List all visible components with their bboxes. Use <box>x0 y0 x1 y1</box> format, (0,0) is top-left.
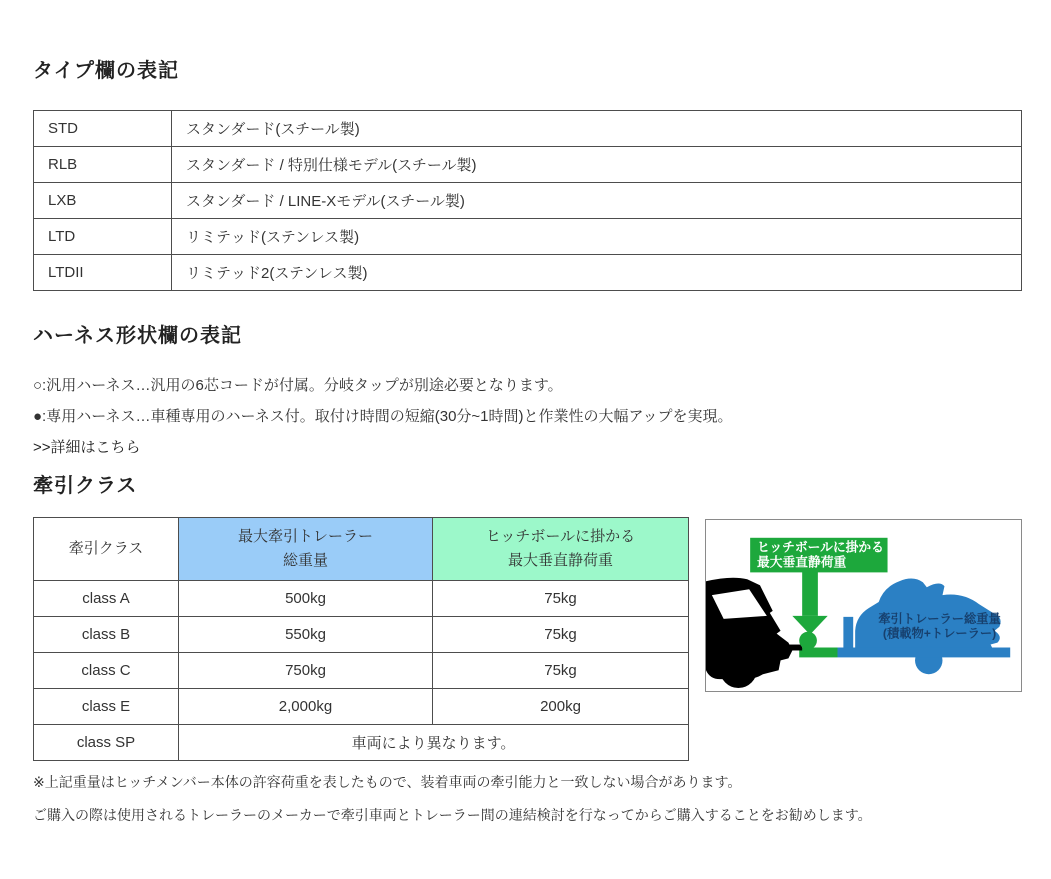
table-row <box>34 111 1022 147</box>
note-line1: ※上記重量はヒッチメンバー本体の許容荷重を表したもので、装着車両の牽引能力と一致しない場合があります。 <box>33 774 742 790</box>
type-code: RLB <box>34 147 172 183</box>
table-row <box>34 617 689 653</box>
harness-generic-line: ○:汎用ハーネス…汎用の6芯コードが付属。分岐タップが別途必要となります。 <box>33 377 563 394</box>
towing-section-heading: 牽引クラス <box>33 475 138 497</box>
table-row <box>34 653 689 689</box>
type-desc: リミテッド2(ステンレス製) <box>172 255 1022 291</box>
arrow-stem <box>802 569 818 615</box>
towing-diagram-svg <box>706 520 1021 691</box>
table-row <box>34 689 689 725</box>
table-row <box>34 255 1022 291</box>
header-vert-line1: ヒッチボールに掛かる <box>485 528 636 545</box>
harness-section-heading: ハーネス形状欄の表記 <box>33 325 242 347</box>
table-row <box>34 147 1022 183</box>
table-row <box>34 183 1022 219</box>
table-row <box>34 581 689 617</box>
header-vertical-load <box>433 518 689 581</box>
hitch-receiver <box>783 645 803 651</box>
trailer-bar <box>837 648 1010 658</box>
header-vert-line2: 最大垂直静荷重 <box>507 552 613 569</box>
towing-illustration <box>705 519 1022 692</box>
class-cell: class E <box>34 689 179 725</box>
header-gross-line1: 最大牽引トレーラー <box>237 528 373 545</box>
type-code: LTD <box>34 219 172 255</box>
header-class: 牽引クラス <box>34 518 179 581</box>
car-wheel <box>720 650 757 688</box>
vert-cell: 75kg <box>433 617 689 653</box>
header-gross-line2: 総重量 <box>282 552 328 569</box>
gross-cell: 750kg <box>179 653 433 689</box>
gross-cell: 2,000kg <box>179 689 433 725</box>
table-row <box>34 219 1022 255</box>
gross-cell: 500kg <box>179 581 433 617</box>
table-row <box>34 725 689 761</box>
type-desc: スタンダード(スチール製) <box>172 111 1022 147</box>
type-desc: スタンダード / LINE-Xモデル(スチール製) <box>172 183 1022 219</box>
type-table <box>33 110 1022 291</box>
type-desc: リミテッド(ステンレス製) <box>172 219 1022 255</box>
hitch-label-line1: ヒッチボールに掛かる <box>757 539 884 555</box>
towing-class-table <box>33 517 689 761</box>
arrow-head <box>792 616 827 635</box>
trailer-label-line1: 牽引トレーラー総重量 <box>878 611 1001 626</box>
detail-link[interactable]: >>詳細はこちら <box>33 439 141 456</box>
harness-dedicated-line: ●:専用ハーネス…車種専用のハーネス付。取付け時間の短縮(30分~1時間)と作業性の大幅アップを実現。 <box>33 408 733 425</box>
class-cell: class A <box>34 581 179 617</box>
class-cell: class B <box>34 617 179 653</box>
trailer-label-line2: (積載物+トレーラー) <box>882 626 997 641</box>
type-code: LXB <box>34 183 172 219</box>
vert-cell: 200kg <box>433 689 689 725</box>
vert-cell: 75kg <box>433 581 689 617</box>
type-section-heading: タイプ欄の表記 <box>33 60 179 82</box>
class-cell: class C <box>34 653 179 689</box>
note-line2: ご購入の際は使用されるトレーラーのメーカーで牽引車両とトレーラー間の連結検討を行なってからご購入することをお勧めします。 <box>33 807 872 823</box>
hitch-bar-green <box>799 648 837 658</box>
type-code: STD <box>34 111 172 147</box>
table-header-row <box>34 518 689 581</box>
trailer-post <box>843 617 853 651</box>
header-gross-weight <box>179 518 433 581</box>
sp-value-cell: 車両により異なります。 <box>179 725 689 761</box>
towing-content-row <box>33 517 1022 761</box>
hitch-label-line2: 最大垂直静荷重 <box>757 554 847 570</box>
class-cell: class SP <box>34 725 179 761</box>
type-desc: スタンダード / 特別仕様モデル(スチール製) <box>172 147 1022 183</box>
vert-cell: 75kg <box>433 653 689 689</box>
gross-cell: 550kg <box>179 617 433 653</box>
type-code: LTDII <box>34 255 172 291</box>
hitch-ball <box>799 632 817 650</box>
